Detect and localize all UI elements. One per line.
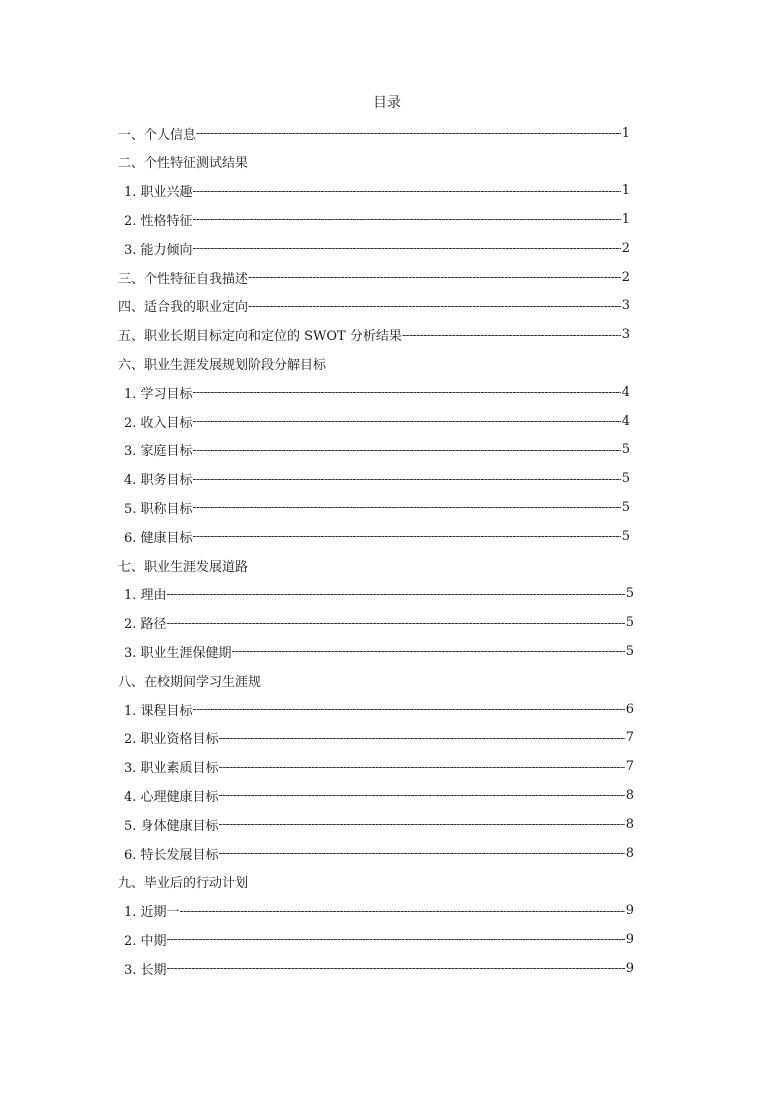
toc-page-number: 8 [625, 845, 634, 861]
toc-dot-leader [248, 299, 621, 313]
toc-dot-leader [248, 270, 621, 284]
toc-subsection[interactable] [124, 784, 634, 806]
toc-entry-label: 5. 职称目标 [124, 501, 193, 517]
toc-page-number: 1 [621, 211, 630, 227]
toc-page-number: 4 [621, 384, 630, 400]
toc-entry-label: 6. 特长发展目标 [124, 847, 219, 863]
toc-dot-leader [232, 644, 625, 658]
toc-dot-leader [219, 817, 625, 831]
toc-subsection[interactable] [124, 842, 634, 864]
toc-dot-leader [219, 788, 625, 802]
toc-subsection[interactable] [124, 496, 630, 518]
toc-entry-label: 4. 职务目标 [124, 473, 193, 489]
toc-dot-leader [193, 472, 621, 486]
toc-section[interactable] [118, 295, 630, 317]
toc-subsection[interactable] [124, 727, 634, 749]
toc-subsection[interactable] [124, 813, 634, 835]
toc-subsection[interactable] [124, 468, 630, 490]
toc-entry-label: 2. 中期 [124, 933, 167, 949]
toc-subsection[interactable] [124, 640, 634, 662]
toc-subsection[interactable] [124, 583, 634, 605]
toc-subsection[interactable] [124, 237, 630, 259]
toc-dot-leader [167, 932, 625, 946]
toc-page-number: 7 [625, 759, 634, 775]
toc-dot-leader [193, 212, 621, 226]
toc-entry-label: 3. 职业素质目标 [124, 761, 219, 777]
toc-section[interactable] [118, 352, 630, 374]
toc-entry-label: 八、在校期间学习生涯规 [118, 674, 262, 690]
toc-dot-leader [193, 414, 621, 428]
toc-page-number: 5 [621, 528, 630, 544]
toc-subsection[interactable] [124, 208, 630, 230]
toc-dot-leader [193, 500, 621, 514]
toc-page-number: 4 [621, 413, 630, 429]
toc-section[interactable] [118, 266, 630, 288]
toc-entry-label: 一、个人信息 [118, 127, 197, 143]
toc-entry-label: 3. 能力倾向 [124, 242, 193, 258]
toc-dot-leader [193, 702, 625, 716]
toc-dot-leader [180, 904, 625, 918]
toc-entry-label: 3. 长期 [124, 962, 167, 978]
toc-entry-label: 七、职业生涯发展道路 [118, 559, 249, 575]
toc-entry-label: 2. 职业资格目标 [124, 732, 219, 748]
toc-dot-leader [193, 529, 621, 543]
toc-subsection[interactable] [124, 381, 630, 403]
toc-dot-leader [193, 385, 621, 399]
toc-entry-label: 1. 学习目标 [124, 386, 193, 402]
toc-entry-label: 1. 课程目标 [124, 703, 193, 719]
toc-page-number: 5 [621, 471, 630, 487]
toc-entry-label: 2. 路径 [124, 617, 167, 633]
toc-dot-leader [167, 587, 625, 601]
toc-subsection[interactable] [124, 957, 634, 979]
toc-entry-label: 3. 家庭目标 [124, 444, 193, 460]
toc-page-number: 8 [625, 787, 634, 803]
toc-page-number: 3 [621, 298, 630, 314]
toc-entry-label: 4. 心理健康目标 [124, 789, 219, 805]
toc-section[interactable] [118, 151, 630, 173]
toc-entry-label: 二、个性特征测试结果 [118, 156, 249, 172]
toc-entry-label: 九、毕业后的行动计划 [118, 876, 249, 892]
toc-subsection[interactable] [124, 756, 634, 778]
toc-entry-label: 四、适合我的职业定向 [118, 300, 249, 316]
toc-page-number: 6 [625, 701, 634, 717]
toc-entry-label: 2. 收入目标 [124, 415, 193, 431]
toc-subsection[interactable] [124, 180, 630, 202]
toc-subsection[interactable] [124, 928, 634, 950]
toc-page-number: 1 [621, 183, 630, 199]
toc-subsection[interactable] [124, 612, 634, 634]
toc-page-number: 5 [621, 499, 630, 515]
toc-dot-leader [193, 443, 621, 457]
toc-dot-leader [193, 184, 621, 198]
toc-dot-leader [193, 241, 621, 255]
toc-section[interactable] [118, 122, 630, 144]
toc-section[interactable] [118, 669, 634, 691]
toc-page-number: 5 [621, 442, 630, 458]
toc-entry-label: 三、个性特征自我描述 [118, 271, 249, 287]
toc-entry-label: 六、职业生涯发展规划阶段分解目标 [118, 357, 327, 373]
toc-page-number: 9 [625, 903, 634, 919]
toc-page-number: 2 [621, 240, 630, 256]
toc-dot-leader [219, 731, 625, 745]
toc-page-number: 5 [625, 643, 634, 659]
toc-page-number: 9 [625, 960, 634, 976]
toc-subsection[interactable] [124, 525, 630, 547]
toc-dot-leader [402, 328, 621, 342]
toc-dot-leader [167, 616, 625, 630]
toc-entry-label: 1. 近期一 [124, 905, 180, 921]
toc-section[interactable] [118, 324, 630, 346]
toc-entry-label: 1. 理由 [124, 588, 167, 604]
toc-dot-leader [167, 961, 625, 975]
toc-page-number: 5 [625, 615, 634, 631]
toc-subsection[interactable] [124, 410, 630, 432]
toc-entry-label: 2. 性格特征 [124, 213, 193, 229]
toc-page-number: 3 [621, 327, 630, 343]
toc-section[interactable] [118, 554, 634, 576]
toc-subsection[interactable] [124, 900, 634, 922]
toc-page-number: 9 [625, 931, 634, 947]
toc-page-number: 7 [625, 730, 634, 746]
toc-entry-label: 1. 职业兴趣 [124, 185, 193, 201]
toc-entry-label: 5. 身体健康目标 [124, 818, 219, 834]
toc-entry-label: 6. 健康目标 [124, 530, 193, 546]
toc-page-number: 5 [625, 586, 634, 602]
toc-section[interactable] [118, 871, 634, 893]
toc-page-number: 8 [625, 816, 634, 832]
toc-page-number: 1 [621, 125, 630, 141]
toc-dot-leader [219, 760, 625, 774]
toc-dot-leader [219, 846, 625, 860]
toc-subsection[interactable] [124, 698, 634, 720]
toc-entry-label: 五、职业长期目标定向和定位的 SWOT 分析结果 [118, 329, 402, 345]
toc-title: 目录 [373, 95, 401, 111]
toc-dot-leader [196, 126, 621, 140]
toc-subsection[interactable] [124, 439, 630, 461]
toc-entry-label: 3. 职业生涯保健期 [124, 645, 232, 661]
toc-page-number: 2 [621, 269, 630, 285]
